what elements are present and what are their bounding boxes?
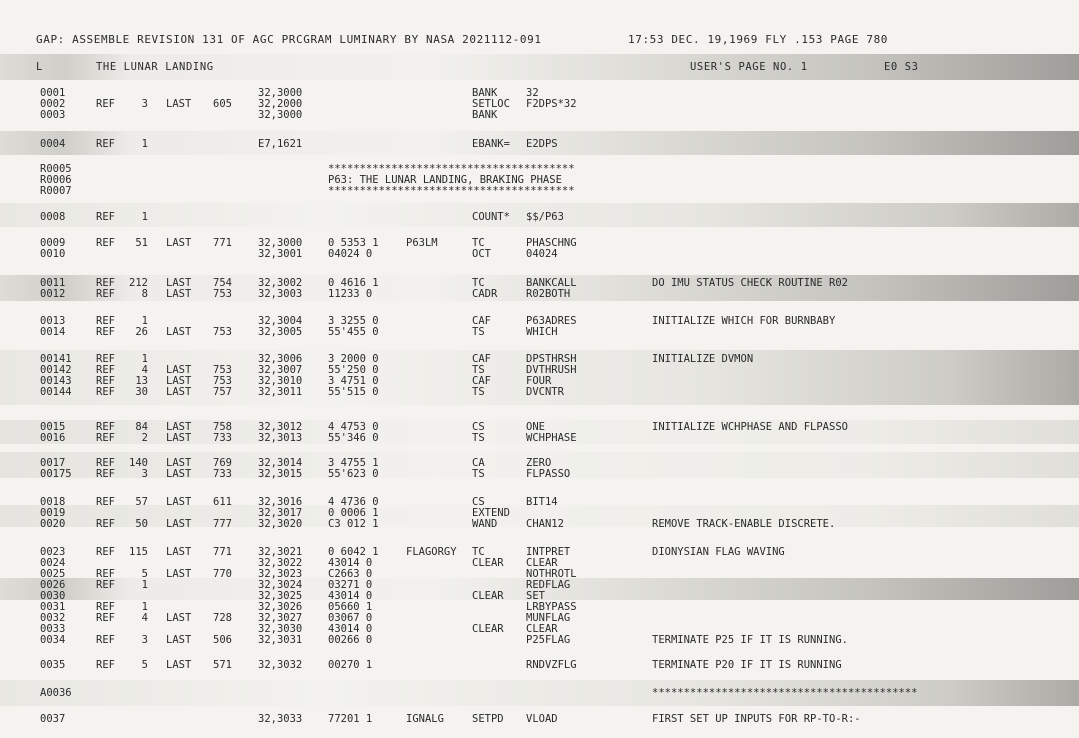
- field-arg: LRBYPASS: [526, 601, 577, 613]
- field-addr: 32,3014: [258, 457, 303, 469]
- field-cmt: REMOVE TRACK-ENABLE DISCRETE.: [652, 518, 836, 530]
- field-last: LAST: [166, 98, 192, 110]
- field-code: 3 2000 0: [328, 353, 379, 365]
- field-code: 55'455 0: [328, 326, 379, 338]
- field-code: 03271 0: [328, 579, 373, 591]
- field-last: LAST: [166, 375, 192, 387]
- field-code: 0 5353 1: [328, 237, 379, 249]
- field-last: LAST: [166, 277, 192, 289]
- field-addr: 32,3000: [258, 87, 303, 99]
- field-arg: REDFLAG: [526, 579, 571, 591]
- field-last: LAST: [166, 457, 192, 469]
- field-arg: R02BOTH: [526, 288, 571, 300]
- field-code: 00270 1: [328, 659, 373, 671]
- field-code: 55'346 0: [328, 432, 379, 444]
- field-code: 43014 0: [328, 590, 373, 602]
- field-addr: 32,3031: [258, 634, 303, 646]
- field-ast: ***************************************: [328, 185, 575, 197]
- field-op: BANK: [472, 87, 498, 99]
- field-ref: REF: [96, 496, 115, 508]
- field-ln: 605: [213, 98, 232, 110]
- field-cmt: INITIALIZE WHICH FOR BURNBABY: [652, 315, 836, 327]
- field-op: EBANK=: [472, 138, 510, 150]
- field-ln: 571: [213, 659, 232, 671]
- field-arg: SET: [526, 590, 545, 602]
- field-lbl: IGNALG: [406, 713, 444, 725]
- field-op: CS: [472, 496, 485, 508]
- listing-line: [0, 186, 1079, 197]
- listing-line: [0, 212, 1079, 223]
- field-arg: PHASCHNG: [526, 237, 577, 249]
- field-ref: REF: [96, 138, 115, 150]
- field-no: 0019: [40, 507, 66, 519]
- field-code: 03067 0: [328, 612, 373, 624]
- field-code: 3 3255 0: [328, 315, 379, 327]
- field-last: LAST: [166, 364, 192, 376]
- field-n: 4: [141, 612, 148, 624]
- field-arg: 32: [526, 87, 539, 99]
- field-addr: 32,3005: [258, 326, 303, 338]
- listing-line: [0, 249, 1079, 260]
- field-last: LAST: [166, 421, 192, 433]
- field-no: 0018: [40, 496, 66, 508]
- field-arg: FLPASSO: [526, 468, 571, 480]
- field-arg: NOTHROTL: [526, 568, 577, 580]
- field-n: 1: [141, 579, 148, 591]
- field-cmt: DIONYSIAN FLAG WAVING: [652, 546, 785, 558]
- field-addr: 32,3000: [258, 109, 303, 121]
- field-n: 13: [135, 375, 148, 387]
- field-ref: REF: [96, 421, 115, 433]
- field-addr: 32,3024: [258, 579, 303, 591]
- field-no: 0014: [40, 326, 66, 338]
- field-no: 0012: [40, 288, 66, 300]
- field-arg: MUNFLAG: [526, 612, 571, 624]
- field-op: CA: [472, 457, 485, 469]
- field-ref: REF: [96, 457, 115, 469]
- field-ln: 753: [213, 288, 232, 300]
- field-addr: 32,3007: [258, 364, 303, 376]
- field-ref: REF: [96, 364, 115, 376]
- field-last: LAST: [166, 518, 192, 530]
- field-ln: 770: [213, 568, 232, 580]
- field-no: 0013: [40, 315, 66, 327]
- field-last: LAST: [166, 432, 192, 444]
- field-arg: DVTHRUSH: [526, 364, 577, 376]
- field-op: CLEAR: [472, 557, 504, 569]
- field-cmt: TERMINATE P25 IF IT IS RUNNING.: [652, 634, 848, 646]
- field-op: WAND: [472, 518, 498, 530]
- field-n: 1: [141, 601, 148, 613]
- field-last: LAST: [166, 659, 192, 671]
- field-n: 212: [129, 277, 148, 289]
- field-addr: 32,3017: [258, 507, 303, 519]
- field-no: 0001: [40, 87, 66, 99]
- field-ln: 753: [213, 364, 232, 376]
- listing-line: [0, 110, 1079, 121]
- field-n: 3: [141, 634, 148, 646]
- listing-line: [0, 714, 1079, 725]
- field-code: 43014 0: [328, 623, 373, 635]
- listing-line: [0, 433, 1079, 444]
- field-no: 0026: [40, 579, 66, 591]
- field-addr: 32,3026: [258, 601, 303, 613]
- field-n: 50: [135, 518, 148, 530]
- field-code: 0 4616 1: [328, 277, 379, 289]
- field-n: 51: [135, 237, 148, 249]
- field-addr: 32,3006: [258, 353, 303, 365]
- field-addr: 32,3030: [258, 623, 303, 635]
- field-ref: REF: [96, 601, 115, 613]
- section-title: THE LUNAR LANDING: [96, 61, 214, 73]
- field-ln: 758: [213, 421, 232, 433]
- listing-line: [0, 289, 1079, 300]
- field-cmt: INITIALIZE WCHPHASE AND FLPASSO: [652, 421, 848, 433]
- field-ln: 769: [213, 457, 232, 469]
- field-no: 00142: [40, 364, 72, 376]
- field-last: LAST: [166, 634, 192, 646]
- field-ref: REF: [96, 237, 115, 249]
- field-ln: 771: [213, 237, 232, 249]
- field-op: CS: [472, 421, 485, 433]
- field-ln: 757: [213, 386, 232, 398]
- field-last: LAST: [166, 468, 192, 480]
- field-arg: P25FLAG: [526, 634, 571, 646]
- field-code: 00266 0: [328, 634, 373, 646]
- field-last: LAST: [166, 546, 192, 558]
- field-n: 115: [129, 546, 148, 558]
- field-arg: ZERO: [526, 457, 552, 469]
- field-code: 04024 0: [328, 248, 373, 260]
- field-code: 0 0006 1: [328, 507, 379, 519]
- field-no: A0036: [40, 687, 72, 699]
- field-op: TS: [472, 468, 485, 480]
- field-op: TS: [472, 386, 485, 398]
- field-no: 00141: [40, 353, 72, 365]
- field-n: 1: [141, 211, 148, 223]
- field-cmt: TERMINATE P20 IF IT IS RUNNING: [652, 659, 842, 671]
- field-ref: REF: [96, 432, 115, 444]
- field-addr: 32,2000: [258, 98, 303, 110]
- header-mark: L: [36, 61, 43, 73]
- field-no: R0005: [40, 163, 72, 175]
- field-ref: REF: [96, 579, 115, 591]
- field-no: 0010: [40, 248, 66, 260]
- listing-header-right: 17:53 DEC. 19,1969 FLY .153 PAGE 780: [628, 33, 889, 46]
- field-arg: CLEAR: [526, 623, 558, 635]
- field-op: EXTEND: [472, 507, 510, 519]
- field-n: 8: [141, 288, 148, 300]
- field-addr: 32,3010: [258, 375, 303, 387]
- field-no: 0031: [40, 601, 66, 613]
- field-op: SETPD: [472, 713, 504, 725]
- field-ref: REF: [96, 277, 115, 289]
- field-no: 0032: [40, 612, 66, 624]
- field-ln: 771: [213, 546, 232, 558]
- field-arg: P63ADRES: [526, 315, 577, 327]
- field-no: 0035: [40, 659, 66, 671]
- field-arg: VLOAD: [526, 713, 558, 725]
- field-code: 55'515 0: [328, 386, 379, 398]
- field-no: 00175: [40, 468, 72, 480]
- field-op: CAF: [472, 375, 491, 387]
- field-code: 55'623 0: [328, 468, 379, 480]
- field-no: 0017: [40, 457, 66, 469]
- field-addr: 32,3002: [258, 277, 303, 289]
- field-n: 4: [141, 364, 148, 376]
- listing-line: [0, 497, 1079, 508]
- field-no: 0037: [40, 713, 66, 725]
- field-ref: REF: [96, 386, 115, 398]
- field-no: 0009: [40, 237, 66, 249]
- field-no: 0016: [40, 432, 66, 444]
- field-addr: E7,1621: [258, 138, 303, 150]
- field-no: 0025: [40, 568, 66, 580]
- field-last: LAST: [166, 326, 192, 338]
- field-ref: REF: [96, 518, 115, 530]
- listing-line: [0, 519, 1079, 530]
- field-addr: 32,3020: [258, 518, 303, 530]
- field-last: LAST: [166, 288, 192, 300]
- field-op: TS: [472, 364, 485, 376]
- field-addr: 32,3003: [258, 288, 303, 300]
- field-op: CLEAR: [472, 590, 504, 602]
- users-page-number: USER'S PAGE NO. 1: [690, 61, 808, 73]
- field-no: R0007: [40, 185, 72, 197]
- field-ln: 733: [213, 468, 232, 480]
- field-arg: WHICH: [526, 326, 558, 338]
- field-cmt: DO IMU STATUS CHECK ROUTINE R02: [652, 277, 848, 289]
- field-no: 0024: [40, 557, 66, 569]
- field-last: LAST: [166, 237, 192, 249]
- listing-line: [0, 688, 1079, 699]
- field-addr: 32,3033: [258, 713, 303, 725]
- field-ln: 753: [213, 326, 232, 338]
- field-op: TS: [472, 432, 485, 444]
- field-cmt: FIRST SET UP INPUTS FOR RP-TO-R:-: [652, 713, 861, 725]
- field-last: LAST: [166, 386, 192, 398]
- field-ref: REF: [96, 315, 115, 327]
- field-ref: REF: [96, 375, 115, 387]
- listing-line: [0, 660, 1079, 671]
- field-lbl: P63LM: [406, 237, 438, 249]
- field-op: OCT: [472, 248, 491, 260]
- field-arg: INTPRET: [526, 546, 571, 558]
- field-no: 0020: [40, 518, 66, 530]
- field-arg: 04024: [526, 248, 558, 260]
- field-ast: ***************************************: [328, 163, 575, 175]
- listing-line: [0, 99, 1079, 110]
- field-n: 2: [141, 432, 148, 444]
- field-op: TS: [472, 326, 485, 338]
- listing-line: [0, 327, 1079, 338]
- field-op: CADR: [472, 288, 498, 300]
- field-ref: REF: [96, 98, 115, 110]
- field-last: LAST: [166, 568, 192, 580]
- field-no: 0003: [40, 109, 66, 121]
- field-arg: FOUR: [526, 375, 552, 387]
- field-addr: 32,3011: [258, 386, 303, 398]
- listing-header-left: GAP: ASSEMBLE REVISION 131 OF AGC PRCGRAM LUMINARY BY NASA 2021112-091: [36, 33, 542, 46]
- field-n: 140: [129, 457, 148, 469]
- field-n: 1: [141, 315, 148, 327]
- field-no: R0006: [40, 174, 72, 186]
- field-addr: 32,3004: [258, 315, 303, 327]
- field-ref: REF: [96, 568, 115, 580]
- field-arg: $$/P63: [526, 211, 564, 223]
- field-ref: REF: [96, 546, 115, 558]
- field-arg: ONE: [526, 421, 545, 433]
- field-op: CAF: [472, 353, 491, 365]
- field-code: 55'250 0: [328, 364, 379, 376]
- field-no: 0002: [40, 98, 66, 110]
- field-op: BANK: [472, 109, 498, 121]
- field-op: TC: [472, 277, 485, 289]
- field-op: COUNT*: [472, 211, 510, 223]
- field-code: C2663 0: [328, 568, 373, 580]
- field-n: 1: [141, 138, 148, 150]
- field-op: TC: [472, 546, 485, 558]
- field-code: 11233 0: [328, 288, 373, 300]
- field-ln: 506: [213, 634, 232, 646]
- field-n: 3: [141, 98, 148, 110]
- field-no: 0023: [40, 546, 66, 558]
- field-n: 26: [135, 326, 148, 338]
- field-code: 0 6042 1: [328, 546, 379, 558]
- field-no: 0034: [40, 634, 66, 646]
- field-addr: 32,3000: [258, 237, 303, 249]
- field-code: 4 4753 0: [328, 421, 379, 433]
- field-code: 77201 1: [328, 713, 373, 725]
- field-no: 0033: [40, 623, 66, 635]
- field-addr: 32,3023: [258, 568, 303, 580]
- field-ln: 728: [213, 612, 232, 624]
- field-ref: REF: [96, 353, 115, 365]
- field-arg: WCHPHASE: [526, 432, 577, 444]
- field-addr: 32,3015: [258, 468, 303, 480]
- field-n: 30: [135, 386, 148, 398]
- field-no: 0011: [40, 277, 66, 289]
- field-addr: 32,3012: [258, 421, 303, 433]
- field-ref: REF: [96, 468, 115, 480]
- field-ref: REF: [96, 634, 115, 646]
- field-code: 05660 1: [328, 601, 373, 613]
- field-addr: 32,3027: [258, 612, 303, 624]
- field-no: 00144: [40, 386, 72, 398]
- field-ref: REF: [96, 659, 115, 671]
- field-title: P63: THE LUNAR LANDING, BRAKING PHASE: [328, 174, 562, 186]
- field-no: 00143: [40, 375, 72, 387]
- field-addr: 32,3016: [258, 496, 303, 508]
- field-ln: 754: [213, 277, 232, 289]
- field-n: 1: [141, 353, 148, 365]
- field-arg: F2DPS*32: [526, 98, 577, 110]
- field-ref: REF: [96, 211, 115, 223]
- field-ln: 611: [213, 496, 232, 508]
- field-ref: REF: [96, 288, 115, 300]
- field-ref: REF: [96, 612, 115, 624]
- field-n: 5: [141, 659, 148, 671]
- field-op: CAF: [472, 315, 491, 327]
- field-arg: E2DPS: [526, 138, 558, 150]
- field-no: 0008: [40, 211, 66, 223]
- field-addr: 32,3021: [258, 546, 303, 558]
- field-ref: REF: [96, 326, 115, 338]
- field-addr: 32,3022: [258, 557, 303, 569]
- field-no: 0004: [40, 138, 66, 150]
- listing-line: [0, 469, 1079, 480]
- field-code: 3 4751 0: [328, 375, 379, 387]
- field-arg: BIT14: [526, 496, 558, 508]
- field-op: CLEAR: [472, 623, 504, 635]
- field-no: 0030: [40, 590, 66, 602]
- field-arg: DPSTHRSH: [526, 353, 577, 365]
- field-code: 3 4755 1: [328, 457, 379, 469]
- field-n: 3: [141, 468, 148, 480]
- field-code: C3 012 1: [328, 518, 379, 530]
- field-arg: DVCNTR: [526, 386, 564, 398]
- field-lbl: FLAGORGY: [406, 546, 457, 558]
- field-ln: 777: [213, 518, 232, 530]
- field-addr: 32,3013: [258, 432, 303, 444]
- field-arg: CLEAR: [526, 557, 558, 569]
- field-addr: 32,3001: [258, 248, 303, 260]
- listing-line: [0, 387, 1079, 398]
- field-arg: CHAN12: [526, 518, 564, 530]
- field-ln: 733: [213, 432, 232, 444]
- ebank-code: E0 S3: [884, 61, 919, 73]
- field-ln: 753: [213, 375, 232, 387]
- field-n: 57: [135, 496, 148, 508]
- field-arg: BANKCALL: [526, 277, 577, 289]
- field-cmt: ******************************************: [652, 687, 918, 699]
- field-addr: 32,3025: [258, 590, 303, 602]
- field-last: LAST: [166, 496, 192, 508]
- listing-line: [0, 635, 1079, 646]
- listing-line: [0, 139, 1079, 150]
- field-cmt: INITIALIZE DVMON: [652, 353, 754, 365]
- field-code: 43014 0: [328, 557, 373, 569]
- field-last: LAST: [166, 612, 192, 624]
- field-no: 0015: [40, 421, 66, 433]
- field-code: 4 4736 0: [328, 496, 379, 508]
- field-n: 5: [141, 568, 148, 580]
- field-op: SETLOC: [472, 98, 510, 110]
- field-op: TC: [472, 237, 485, 249]
- field-n: 84: [135, 421, 148, 433]
- field-addr: 32,3032: [258, 659, 303, 671]
- field-arg: RNDVZFLG: [526, 659, 577, 671]
